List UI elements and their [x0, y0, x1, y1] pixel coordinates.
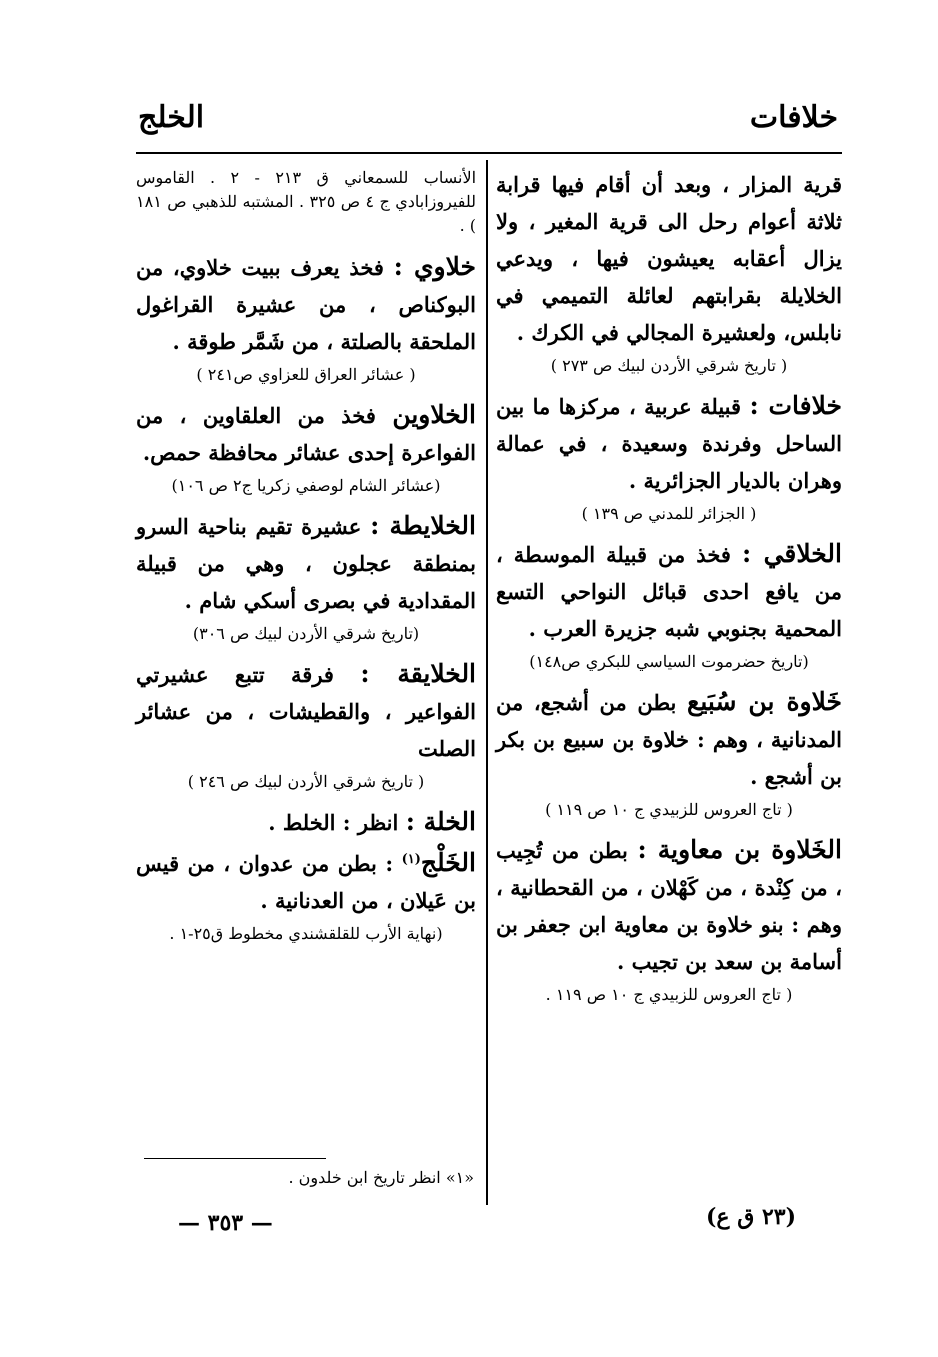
entry-body: فخذ يعرف ببيت خلاوي، من البوكناص ، من عشيرة القراغول الملحقة بالصلتة ، من شَمَّر طوقة .: [136, 255, 476, 354]
entry-heading: الخلة :: [405, 807, 476, 836]
entry: [496, 535, 842, 647]
reference: ( تاج العروس للزبيدي ج ١٠ ص ١١٩ .: [545, 985, 793, 1004]
header-rule: [136, 152, 842, 154]
signature-mark: (٢٣ ق ع): [706, 1204, 796, 1230]
footnote-marker: (١): [401, 852, 421, 867]
entry: [136, 248, 476, 360]
entry-body: فخذ من قبيلة الموسطة ، من يافع احدى قبائل النواحي التسع المحمية بجنوبي شبه جزيرة العرب .: [496, 542, 842, 641]
entry-heading: خلاوي :: [393, 252, 476, 281]
entry: [496, 387, 842, 499]
entry-heading: خَلاوة بن سُبَيع: [687, 687, 842, 716]
reference: ( تاج العروس للزبيدي ج ١٠ ص ١١٩ ): [545, 800, 793, 819]
entry-heading: الخلاوين: [392, 400, 476, 429]
footnote: «١» انظر تاريخ ابن خلدون .: [288, 1168, 474, 1187]
footnote-rule: [144, 1158, 326, 1159]
reference: (نهاية الأرب للقلقشندي مخطوط ق٢٥-١ .: [169, 924, 443, 943]
entry-body: فخذ من العلقاوين ، من الفواعرة إحدى عشائر محافظة حمص.: [136, 403, 476, 465]
entry-body: بطن من تُجِيب ، من كِنْدة ، من كَهْلان ، من القحطانية ، وهم : بنو خلاوة بن معاوية ابن جعفر بن أسامة بن سعد بن تجيب .: [496, 838, 842, 974]
column-divider: [486, 160, 488, 1205]
entry-heading: الخَلْج: [420, 848, 476, 877]
entry-continuation: قرية المزار ، وبعد أن أقام فيها قرابة ثلاثة أعوام رحل الى قرية المغير ، ولا يزال أعقابه يعيشون فيها ، ويدعي الخلايلة بقرابتهم لعائلة التميمي في نابلس، ولعشيرة المجالي في الكرك .: [496, 172, 842, 345]
entry: [496, 683, 842, 795]
entry: [136, 655, 476, 767]
reference: ( الجزائر للمدني ص ١٣٩ ): [581, 504, 757, 523]
entry: [136, 841, 476, 919]
page-number: — ٣٥٣ —: [178, 1210, 273, 1236]
running-header-right: خلافات: [749, 100, 838, 135]
entry: [136, 507, 476, 619]
reference: ( تاريخ شرقي الأردن لبيك ص ٢٤٦ ): [187, 772, 425, 791]
entry-heading: خلافات :: [749, 391, 842, 420]
entry-heading: الخلايقة :: [360, 659, 477, 688]
left-column: [136, 166, 476, 955]
entry-body: انظر : الخلط .: [268, 810, 406, 835]
entry-body: : بطن من عدوان ، من قيس بن عَيلان ، من العدنانية .: [136, 851, 476, 913]
entry-heading: الخلاقي :: [741, 539, 842, 568]
entry: [136, 803, 476, 841]
entry-body: بطن من أشجع، من المدنانية ، وهم : خلاوة بن سبيع بن بكر بن أشجع .: [496, 690, 842, 789]
entry: [136, 396, 476, 471]
reference: ( عشائر العراق للعزاوي ص٢٤١ ): [196, 365, 416, 384]
entry: [496, 831, 842, 980]
reference: ( تاريخ شرقي الأردن لبيك ص ٢٧٣ ): [550, 356, 788, 375]
reference: (تاريخ شرقي الأردن لبيك ص ٣٠٦): [192, 624, 420, 643]
reference: (تاريخ حضرموت السياسي للبكري ص١٤٨): [529, 652, 809, 671]
entry-body: عشيرة تقيم بناحية السرو بمنطقة عجلون ، وهي من قبيلة المقدادية في بصرى أسكي شام .: [136, 514, 476, 613]
entry-body: فرقة تتبع عشيرتي الفواعير ، والقطيشات ، من عشائر الصلت: [136, 662, 476, 761]
reference: (عشائر الشام لوصفي زكريا ج٢ ص ١٠٦): [171, 476, 441, 495]
entry-body: قبيلة عربية ، مركزها ما بين الساحل وفرندة وسعيدة ، في عمالة وهران بالديار الجزائرية .: [496, 394, 842, 493]
reference-continuation: الأنساب للسمعاني ق ٢١٣ - ٢ . القاموس للفيروزابادي ج ٤ ص ٣٢٥ . المشتبه للذهبي ص ١٨١ ) .: [136, 168, 477, 235]
entry-heading: الخَلاوة بن معاوية :: [637, 835, 842, 864]
right-column: [496, 166, 842, 1016]
running-header-left: الخلج: [138, 100, 205, 135]
entry-heading: الخلايطة :: [370, 511, 476, 540]
